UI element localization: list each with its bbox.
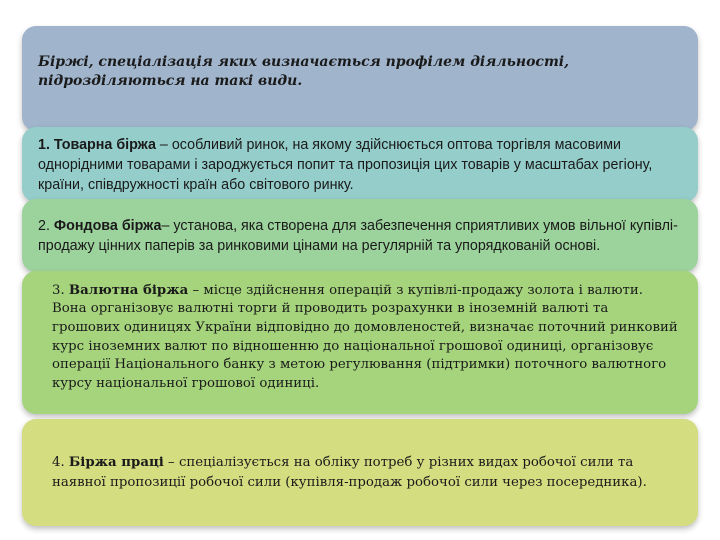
stock-exchange-card [22,199,698,272]
item-number: 2. [38,217,50,234]
labor-exchange-card [22,419,698,526]
item-text [52,453,680,492]
item-separator: – [163,455,179,470]
item-definition: особливий ринок, на якому здійснюється оптова торгівля масовими однорідними товарами і зароджується попит та пропозиція цих товарів у масштабах регіону, країни, співдружності країн або світового ринку. [38,136,653,193]
item-term: Товарна біржа [53,136,156,153]
item-separator: – [155,136,172,153]
item-text [38,135,684,195]
item-definition: установа, яка створена для забезпечення сприятливих умов вільної купівлі-продажу цінних паперів за ринковими цінами на регулярній та упорядкованій основі. [38,217,678,254]
item-text [38,216,684,256]
header-text: Біржі, спеціалізація яких визначається профілем діяльності, підрозділяються на такі види. [38,53,569,89]
item-term: Валютна біржа [68,282,189,298]
currency-exchange-card [22,271,698,414]
item-number: 1. [38,136,50,153]
item-text [52,282,680,394]
header-card [22,26,698,131]
commodity-exchange-card [22,127,698,202]
item-term: Фондова біржа [53,217,162,234]
item-definition: місце здійснення операцій з купівлі-продажу золота і валюти. Вона організовує валютні торги й проводить розрахунки в іноземній валюті та грошових одиницях України відповідно до домовленостей, визначає поточний ринковий курс іноземних валют по відношенню до національної грошової одиниці, організовує операції Національного банку з метою регулювання (підтримки) поточного валютного курсу національної грошової одиниці. [52,282,678,391]
item-separator: – [188,282,204,298]
item-definition: спеціалізується на обліку потреб у різних видах робочої сили та наявної пропозиції робочої сили (купівля-продаж робочої сили через посередника). [52,455,647,490]
item-separator: – [161,217,174,234]
item-number: 4. [52,455,65,470]
item-number: 3. [52,282,65,298]
item-term: Біржа праці [68,455,164,470]
